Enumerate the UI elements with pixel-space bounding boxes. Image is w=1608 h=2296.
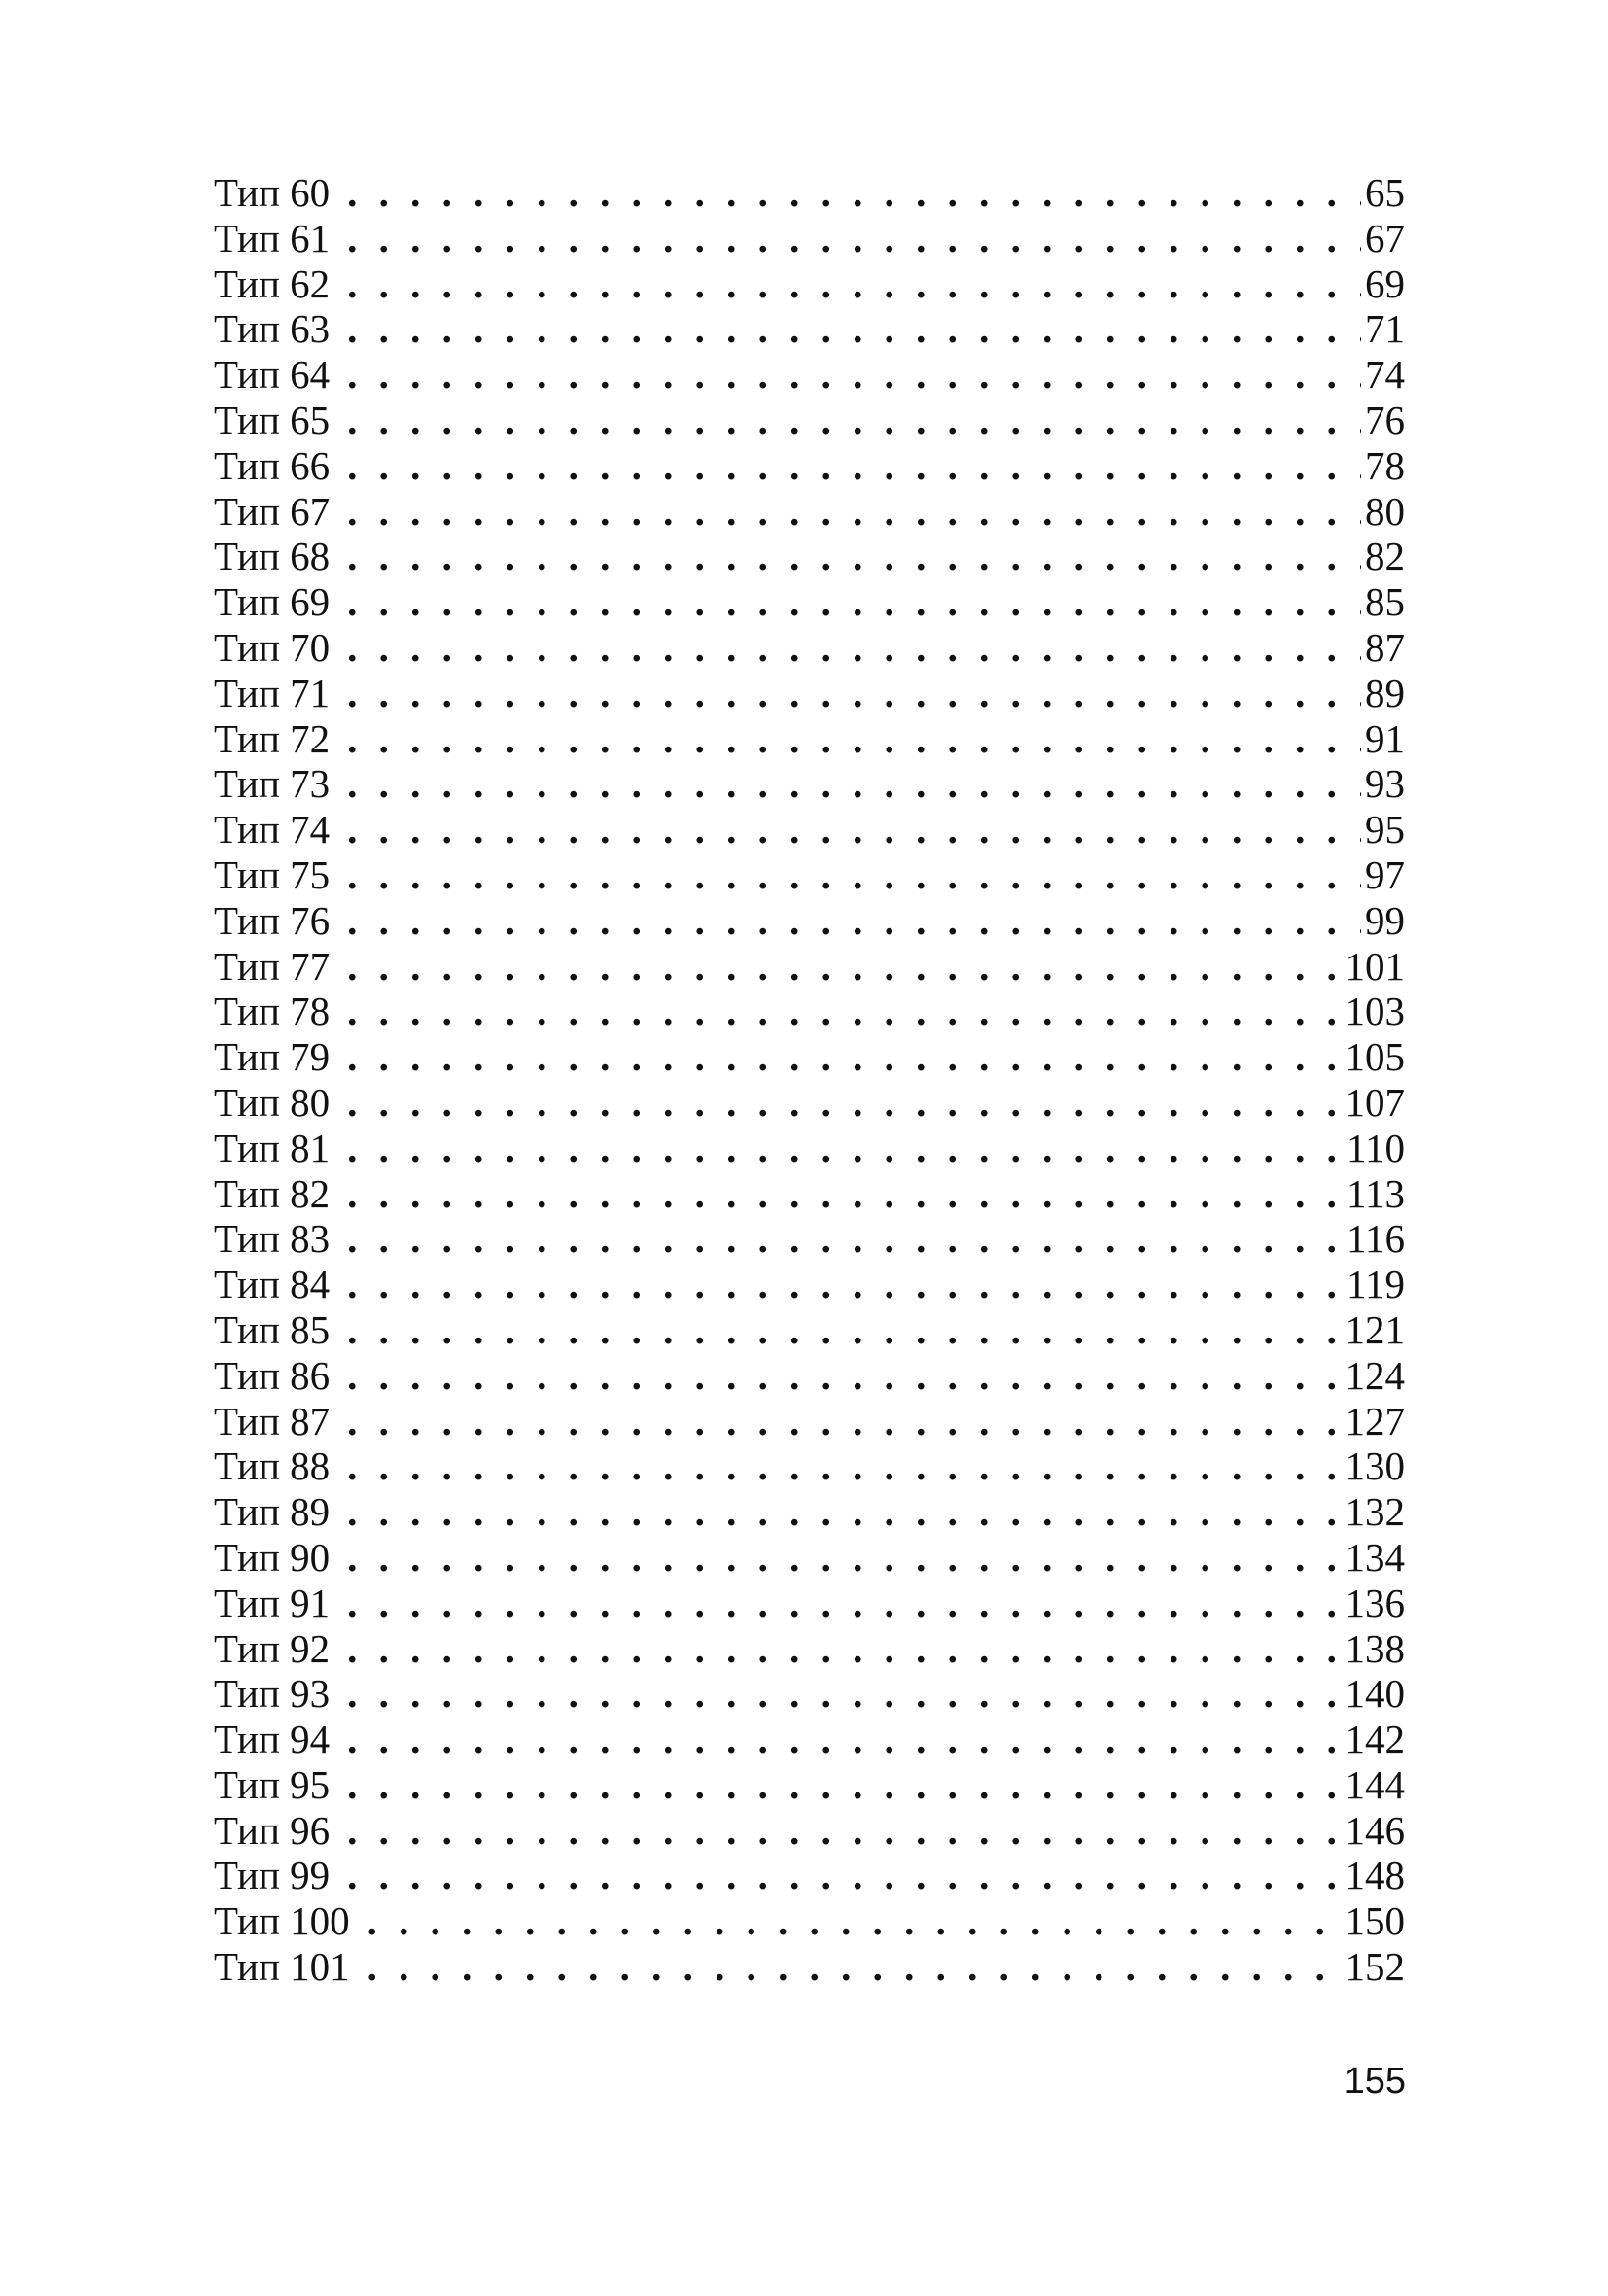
toc-entry-page: 69 xyxy=(1365,261,1405,306)
toc-entry-label: Тип 64 xyxy=(214,352,331,398)
toc-entry-page: 65 xyxy=(1365,170,1405,215)
toc-entry-page: 89 xyxy=(1365,670,1405,715)
dot-leader xyxy=(347,989,1341,1034)
toc-entry-label: Тип 74 xyxy=(214,807,331,852)
toc-entry-page: 124 xyxy=(1345,1352,1405,1398)
dot-leader xyxy=(347,671,1361,716)
toc-entry-page: 71 xyxy=(1365,306,1405,352)
toc-entry-label: Тип 100 xyxy=(214,1898,350,1944)
toc-entry-label: Тип 82 xyxy=(214,1170,331,1216)
toc-entry xyxy=(214,489,1405,535)
toc-entry-label: Тип 83 xyxy=(214,1216,331,1262)
toc-entry xyxy=(214,1126,1405,1171)
toc-entry xyxy=(214,761,1405,807)
toc-entry-label: Тип 65 xyxy=(214,397,331,442)
toc-entry-label: Тип 66 xyxy=(214,442,331,488)
toc-entry-page: 107 xyxy=(1345,1079,1405,1125)
toc-entry-label: Тип 92 xyxy=(214,1625,331,1671)
dot-leader xyxy=(347,306,1361,352)
dot-leader xyxy=(347,761,1361,807)
toc-entry xyxy=(214,1262,1405,1307)
toc-entry-label: Тип 68 xyxy=(214,534,331,579)
toc-entry-page: 74 xyxy=(1365,352,1405,398)
dot-leader xyxy=(367,1898,1342,1944)
toc-entry-label: Тип 70 xyxy=(214,624,331,670)
toc-entry-label: Тип 94 xyxy=(214,1717,331,1762)
dot-leader xyxy=(347,1717,1341,1762)
toc-entry xyxy=(214,1216,1405,1262)
toc-entry xyxy=(214,898,1405,944)
toc-entry-page: 127 xyxy=(1345,1398,1405,1444)
toc-entry-page: 119 xyxy=(1346,1262,1405,1307)
dot-leader xyxy=(347,489,1361,535)
toc-entry-label: Тип 85 xyxy=(214,1306,331,1352)
toc-entry-label: Тип 84 xyxy=(214,1262,331,1307)
toc-entry-page: 110 xyxy=(1346,1125,1405,1170)
table-of-contents xyxy=(214,170,1405,1990)
dot-leader xyxy=(347,1216,1343,1262)
toc-entry xyxy=(214,1034,1405,1080)
toc-entry-page: 95 xyxy=(1365,807,1405,852)
toc-entry-page: 91 xyxy=(1365,715,1405,761)
toc-entry-page: 105 xyxy=(1345,1034,1405,1080)
toc-entry-label: Тип 63 xyxy=(214,306,331,352)
toc-entry-page: 140 xyxy=(1345,1671,1405,1717)
dot-leader xyxy=(347,1034,1341,1080)
toc-entry-page: 103 xyxy=(1345,989,1405,1034)
toc-entry-page: 85 xyxy=(1365,579,1405,625)
toc-entry xyxy=(214,1353,1405,1399)
dot-leader xyxy=(347,1262,1343,1307)
dot-leader xyxy=(347,1853,1341,1898)
dot-leader xyxy=(347,716,1361,762)
toc-entry xyxy=(214,352,1405,398)
toc-entry xyxy=(214,1080,1405,1126)
toc-entry-page: 82 xyxy=(1365,534,1405,579)
toc-entry-page: 152 xyxy=(1345,1944,1405,1990)
dot-leader xyxy=(347,261,1361,307)
toc-entry-page: 144 xyxy=(1345,1761,1405,1807)
dot-leader xyxy=(347,944,1341,990)
dot-leader xyxy=(347,534,1361,579)
toc-entry xyxy=(214,807,1405,852)
page-number: 155 xyxy=(1344,2061,1406,2102)
toc-entry-page: 80 xyxy=(1365,488,1405,534)
dot-leader xyxy=(347,443,1361,489)
dot-leader xyxy=(347,1307,1341,1353)
toc-entry-label: Тип 61 xyxy=(214,215,331,261)
toc-entry-page: 87 xyxy=(1365,624,1405,670)
toc-entry-page: 76 xyxy=(1365,397,1405,442)
dot-leader xyxy=(347,1581,1341,1626)
toc-entry-label: Тип 76 xyxy=(214,897,331,943)
toc-entry-label: Тип 75 xyxy=(214,852,331,897)
toc-entry-label: Тип 67 xyxy=(214,488,331,534)
toc-entry xyxy=(214,1671,1405,1717)
toc-entry xyxy=(214,716,1405,762)
toc-entry xyxy=(214,579,1405,625)
dot-leader xyxy=(347,625,1361,671)
toc-entry xyxy=(214,1626,1405,1672)
toc-entry-label: Тип 90 xyxy=(214,1534,331,1580)
toc-entry-page: 146 xyxy=(1345,1807,1405,1853)
dot-leader xyxy=(347,579,1361,625)
toc-entry-page: 93 xyxy=(1365,761,1405,807)
toc-entry xyxy=(214,1307,1405,1353)
toc-entry-label: Тип 71 xyxy=(214,670,331,715)
toc-entry-page: 148 xyxy=(1345,1853,1405,1898)
toc-entry-page: 130 xyxy=(1345,1444,1405,1489)
toc-entry xyxy=(214,261,1405,307)
toc-entry-label: Тип 60 xyxy=(214,170,331,215)
toc-entry-page: 78 xyxy=(1365,442,1405,488)
toc-entry-label: Тип 78 xyxy=(214,989,331,1034)
dot-leader xyxy=(347,852,1361,898)
toc-entry-page: 113 xyxy=(1346,1170,1405,1216)
toc-entry-page: 99 xyxy=(1365,897,1405,943)
toc-entry-label: Тип 101 xyxy=(214,1944,350,1990)
toc-entry xyxy=(214,216,1405,261)
toc-entry-page: 97 xyxy=(1365,852,1405,897)
toc-entry-label: Тип 79 xyxy=(214,1034,331,1080)
toc-entry xyxy=(214,852,1405,898)
toc-entry xyxy=(214,1399,1405,1444)
toc-entry-page: 136 xyxy=(1345,1580,1405,1625)
toc-entry xyxy=(214,534,1405,579)
toc-entry-page: 116 xyxy=(1346,1216,1405,1262)
dot-leader xyxy=(347,1444,1341,1489)
toc-entry-label: Тип 62 xyxy=(214,261,331,306)
dot-leader xyxy=(347,1489,1341,1535)
toc-entry-label: Тип 73 xyxy=(214,761,331,807)
dot-leader xyxy=(347,1671,1341,1717)
toc-entry xyxy=(214,1581,1405,1626)
toc-entry-label: Тип 77 xyxy=(214,943,331,989)
toc-entry xyxy=(214,1444,1405,1489)
dot-leader xyxy=(347,1626,1341,1672)
dot-leader xyxy=(347,898,1361,944)
toc-entry xyxy=(214,1853,1405,1898)
dot-leader xyxy=(347,1399,1341,1444)
toc-entry xyxy=(214,1489,1405,1535)
dot-leader xyxy=(367,1944,1342,1990)
toc-entry-page: 134 xyxy=(1345,1534,1405,1580)
dot-leader xyxy=(347,170,1361,216)
dot-leader xyxy=(347,398,1361,443)
toc-entry-label: Тип 87 xyxy=(214,1398,331,1444)
toc-entry-label: Тип 72 xyxy=(214,715,331,761)
toc-entry-label: Тип 99 xyxy=(214,1853,331,1898)
dot-leader xyxy=(347,1353,1341,1399)
toc-entry-label: Тип 81 xyxy=(214,1125,331,1170)
toc-entry xyxy=(214,1762,1405,1808)
toc-entry-page: 67 xyxy=(1365,215,1405,261)
toc-entry xyxy=(214,1808,1405,1854)
toc-entry-label: Тип 93 xyxy=(214,1671,331,1717)
toc-entry-page: 150 xyxy=(1345,1898,1405,1944)
toc-entry xyxy=(214,625,1405,671)
toc-entry-page: 132 xyxy=(1345,1489,1405,1535)
toc-entry-label: Тип 96 xyxy=(214,1807,331,1853)
dot-leader xyxy=(347,1171,1343,1217)
dot-leader xyxy=(347,1808,1341,1854)
toc-entry xyxy=(214,1944,1405,1990)
toc-entry-page: 142 xyxy=(1345,1717,1405,1762)
toc-entry xyxy=(214,1535,1405,1581)
dot-leader xyxy=(347,1080,1341,1126)
toc-entry xyxy=(214,398,1405,443)
toc-entry xyxy=(214,989,1405,1034)
toc-entry xyxy=(214,671,1405,716)
toc-entry xyxy=(214,944,1405,990)
dot-leader xyxy=(347,1762,1341,1808)
toc-entry xyxy=(214,443,1405,489)
toc-entry-label: Тип 89 xyxy=(214,1489,331,1535)
toc-entry-label: Тип 69 xyxy=(214,579,331,625)
dot-leader xyxy=(347,1126,1343,1171)
toc-entry-page: 138 xyxy=(1345,1625,1405,1671)
toc-entry-page: 101 xyxy=(1345,943,1405,989)
toc-entry-label: Тип 80 xyxy=(214,1079,331,1125)
toc-entry xyxy=(214,1717,1405,1762)
dot-leader xyxy=(347,352,1361,398)
toc-entry xyxy=(214,1898,1405,1944)
toc-entry-label: Тип 88 xyxy=(214,1444,331,1489)
toc-entry xyxy=(214,170,1405,216)
dot-leader xyxy=(347,807,1361,852)
toc-entry-label: Тип 95 xyxy=(214,1761,331,1807)
toc-entry xyxy=(214,306,1405,352)
dot-leader xyxy=(347,1535,1341,1581)
toc-entry-page: 121 xyxy=(1345,1306,1405,1352)
toc-entry-label: Тип 86 xyxy=(214,1352,331,1398)
dot-leader xyxy=(347,216,1361,261)
toc-entry-label: Тип 91 xyxy=(214,1580,331,1625)
toc-entry xyxy=(214,1171,1405,1217)
